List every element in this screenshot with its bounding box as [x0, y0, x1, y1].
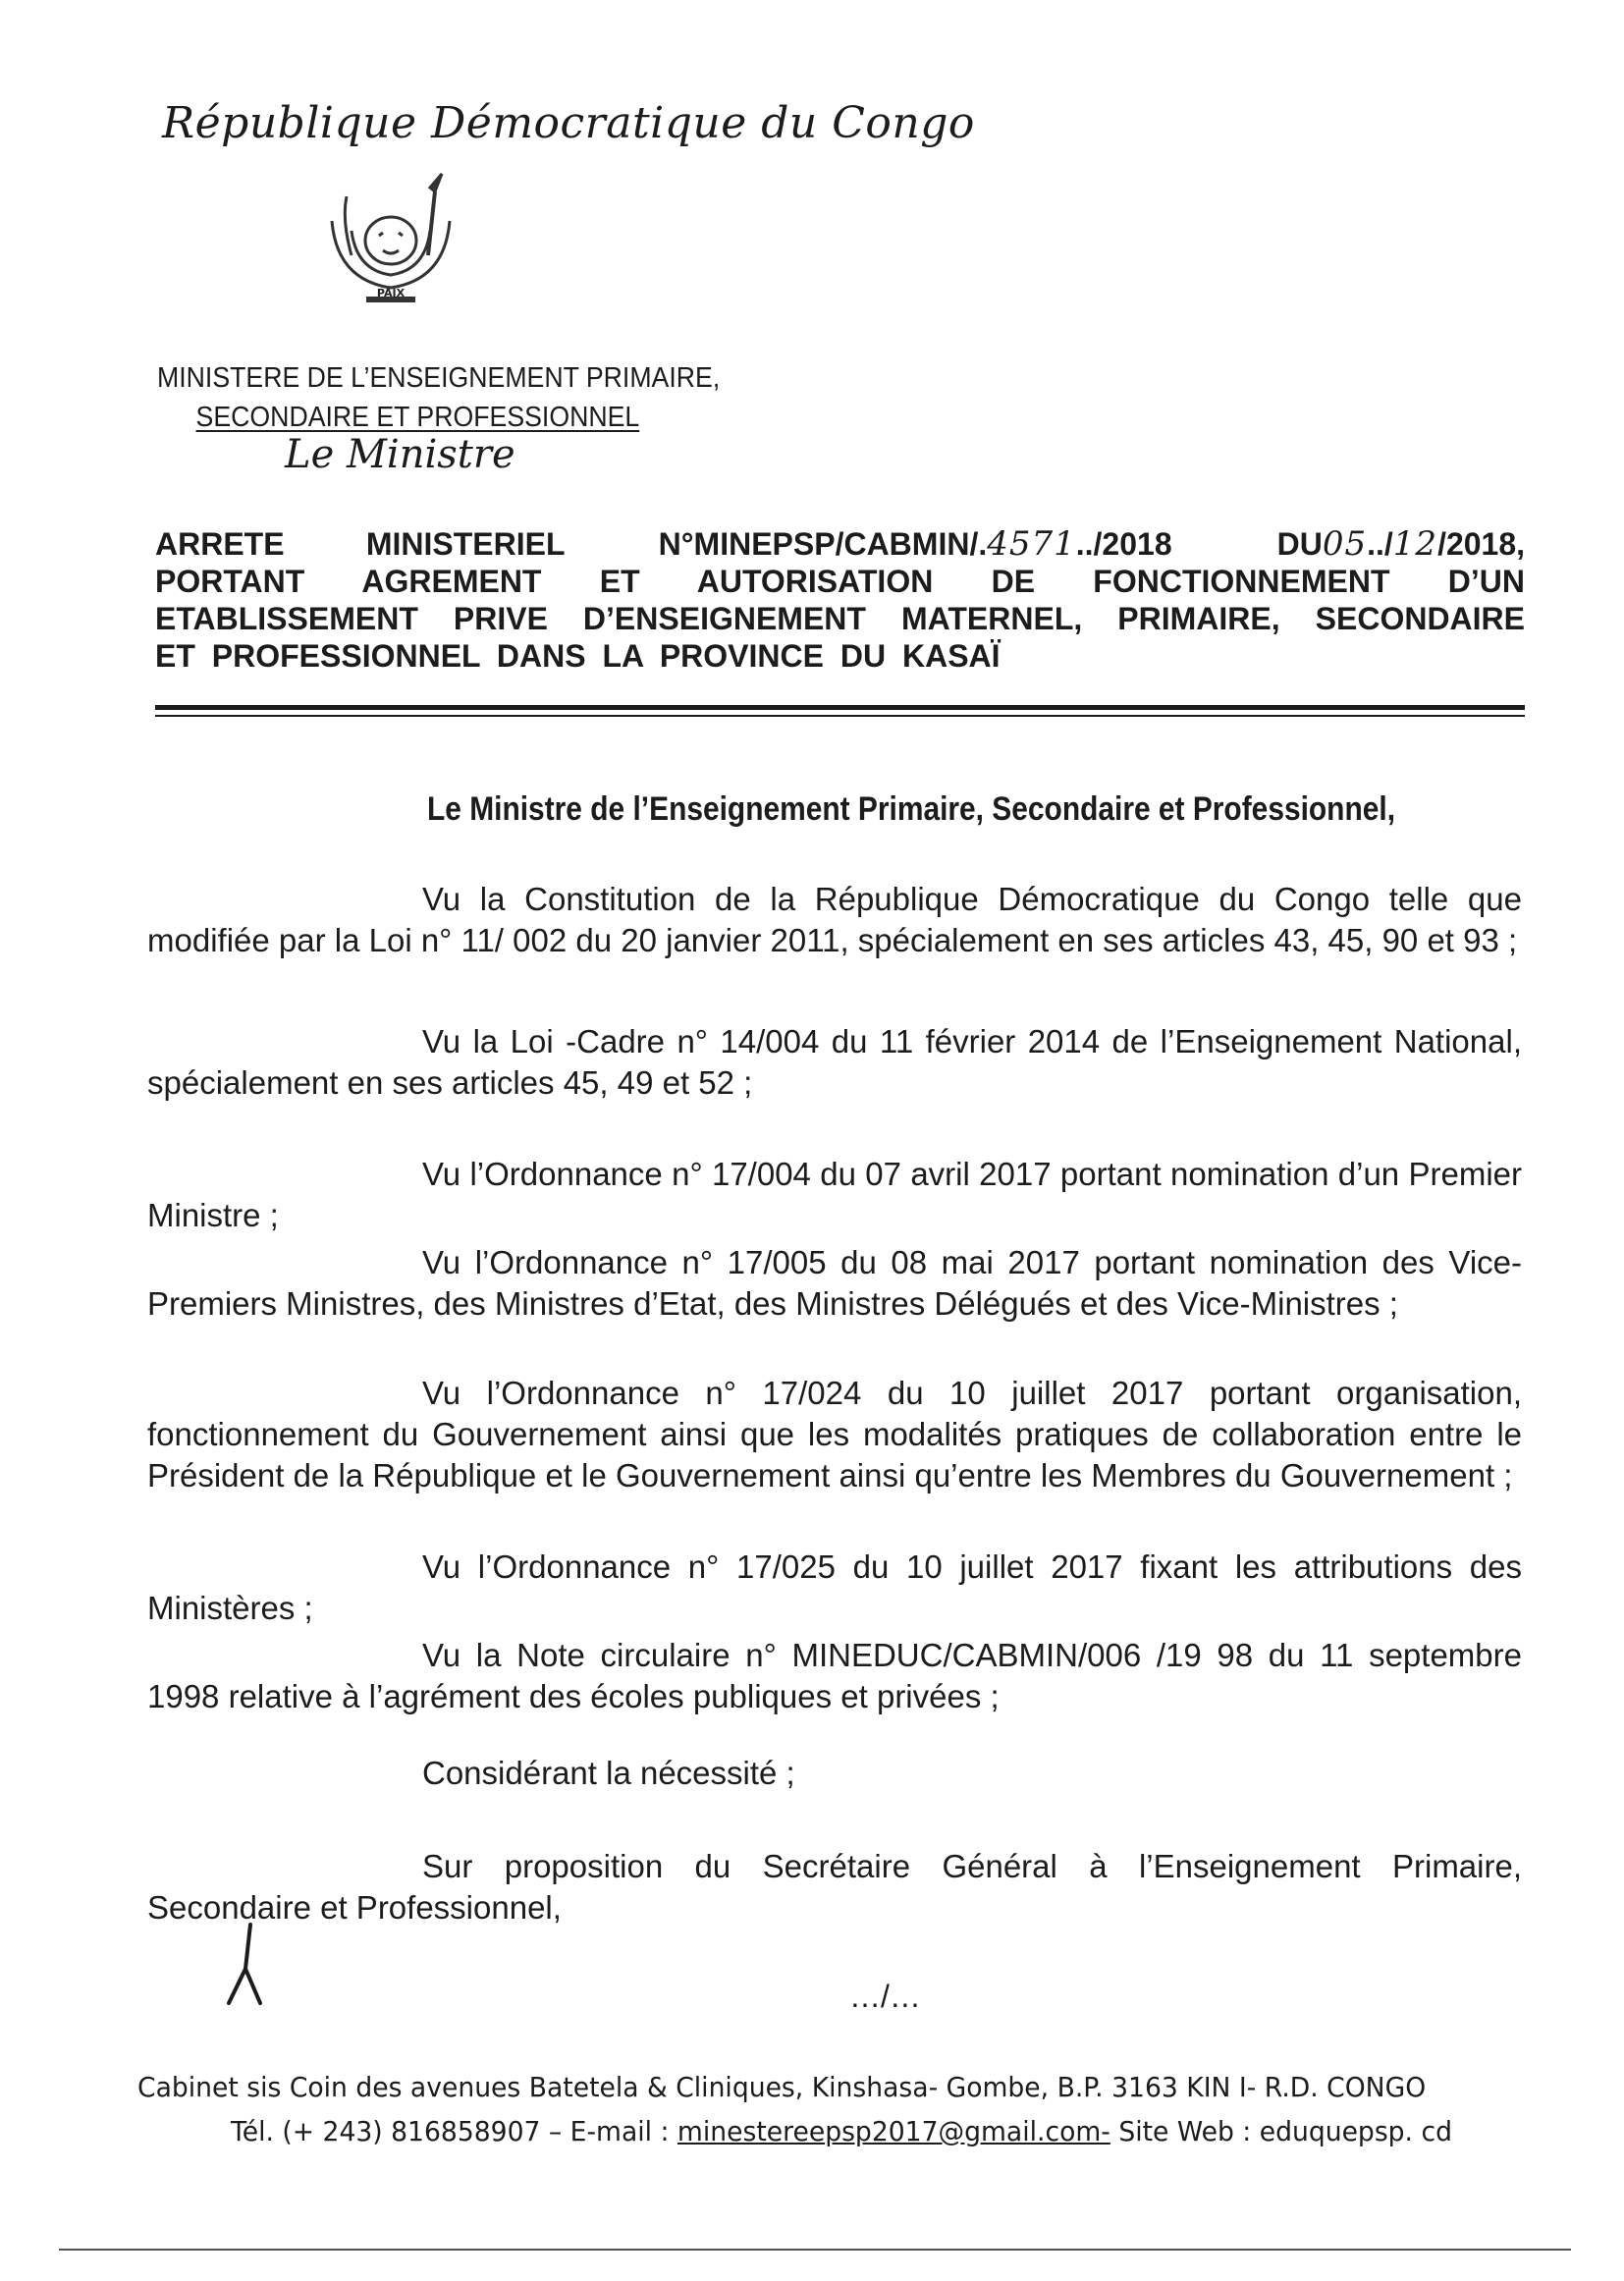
- leopard-emblem-icon: [312, 162, 469, 319]
- paragraph-ordonnance-vice-premiers: [147, 1242, 1522, 1325]
- footer-website: Site Web : eduquepsp. cd: [1118, 2115, 1452, 2147]
- title-underline: [155, 705, 1525, 710]
- title-line-1: ARRETE MINISTERIEL N°MINEPSP/CABMIN/.4571../2018 DU05../12/2018,: [155, 524, 1526, 564]
- title-word-du: DU: [1276, 526, 1323, 562]
- decree-reference-prefix: N°MINEPSP/CABMIN/.: [658, 526, 988, 562]
- page-continuation: …/…: [849, 1979, 921, 2014]
- decree-year: ../2018: [1075, 526, 1172, 562]
- paragraph-first-line: Considérant la nécessité ;: [422, 1755, 795, 1791]
- decree-month-handwritten: 12: [1392, 524, 1438, 564]
- paragraph-continuation: Ministre ;: [147, 1197, 279, 1233]
- paragraph-first-line: Vu l’Ordonnance n° 17/025 du 10 juillet 2017 fixant les attributions des: [422, 1548, 1522, 1585]
- paragraph-continuation: Ministères ;: [147, 1590, 313, 1626]
- title-line-3: ETABLISSEMENT PRIVE D’ENSEIGNEMENT MATERNEL, PRIMAIRE, SECONDAIRE: [155, 601, 1525, 636]
- paragraph-considerant: [147, 1753, 1522, 1794]
- paragraph-note-circulaire: [147, 1635, 1522, 1717]
- decree-title: [155, 525, 1525, 675]
- paragraph-ordonnance-attributions: [147, 1547, 1522, 1629]
- office-signature-line: Le Ministre: [285, 432, 515, 477]
- paragraph-first-line: Vu l’Ordonnance n° 17/004 du 07 avril 2017 portant nomination d’un Premier: [422, 1156, 1522, 1192]
- title-word-ministeriel: MINISTERIEL: [365, 526, 566, 562]
- title-line-2: PORTANT AGREMENT ET AUTORISATION DE FONCTIONNEMENT D’UN: [155, 564, 1525, 599]
- republic-header: République Démocratique du Congo: [162, 98, 975, 148]
- decree-number-handwritten: 4571: [987, 524, 1076, 564]
- ministry-line-1: MINISTERE DE L’ENSEIGNEMENT PRIMAIRE,: [157, 362, 721, 394]
- decree-date-year: /2018,: [1437, 526, 1526, 562]
- paragraph-first-line: Vu la Loi -Cadre n° 14/004 du 11 février 2014 de l’Enseignement National,: [422, 1023, 1522, 1059]
- paragraph-constitution: [147, 879, 1522, 961]
- handwritten-initial-mark: [221, 1920, 270, 2008]
- paragraph-continuation: 1998 relative à l’agrément des écoles publiques et privées ;: [147, 1678, 1000, 1714]
- intro-heading: Le Ministre de l’Enseignement Primaire, Secondaire et Professionnel,: [427, 790, 1396, 828]
- title-underline-thin: [155, 715, 1525, 717]
- title-word-arrete: ARRETE: [155, 526, 285, 562]
- paragraph-ordonnance-organisation: [147, 1373, 1522, 1496]
- paragraph-proposition: [147, 1846, 1522, 1928]
- ministry-name: [157, 358, 720, 437]
- paragraph-first-line: Vu la Note circulaire n° MINEDUC/CABMIN/006 /19 98 du 11 septembre: [422, 1637, 1522, 1673]
- footer-phone: Tél. (+ 243) 816858907 – E-mail :: [231, 2115, 670, 2147]
- paragraph-continuation: Premiers Ministres, des Ministres d’Etat, des Ministres Délégués et des Vice-Ministres ;: [147, 1285, 1398, 1322]
- paragraph-first-line: Vu l’Ordonnance n° 17/024 du 10 juillet 2017 portant organisation,: [422, 1375, 1522, 1411]
- footer-address: Cabinet sis Coin des avenues Batetela & Cliniques, Kinshasa- Gombe, B.P. 3163 KIN I- R.D. CONGO: [137, 2071, 1427, 2103]
- paragraph-first-line: Vu l’Ordonnance n° 17/005 du 08 mai 2017 portant nomination des Vice-: [422, 1244, 1522, 1280]
- footer-contact: [231, 2111, 1537, 2152]
- ministry-line-2: SECONDAIRE ET PROFESSIONNEL: [195, 402, 640, 433]
- paragraph-continuation: modifiée par la Loi n° 11/ 002 du 20 janvier 2011, spécialement en ses articles 43, 45, 90 et 93 ;: [147, 922, 1518, 958]
- coat-of-arms-emblem: [312, 162, 469, 319]
- paragraph-continuation: Secondaire et Professionnel,: [147, 1889, 562, 1926]
- paragraph-first-line: Vu la Constitution de la République Démocratique du Congo telle que: [422, 881, 1522, 917]
- footer-email-link[interactable]: minestereepsp2017@gmail.com-: [677, 2115, 1110, 2147]
- title-line-4: ET PROFESSIONNEL DANS LA PROVINCE DU KASAÏ: [155, 638, 1001, 674]
- decree-day-handwritten: 05: [1322, 524, 1368, 564]
- emblem-motto: PAIX: [376, 287, 406, 299]
- paragraph-continuation: spécialement en ses articles 45, 49 et 52 ;: [147, 1064, 753, 1101]
- paragraph-first-line: Sur proposition du Secrétaire Général à l’Enseignement Primaire,: [422, 1848, 1522, 1884]
- page-bottom-divider: [59, 2249, 1571, 2251]
- paragraph-loi-cadre: [147, 1021, 1522, 1104]
- paragraph-continuation: fonctionnement du Gouvernement ainsi que les modalités pratiques de collaboration entre le Président de la République et le Gouvernement ainsi qu’entre les Membres du Gouvernement ;: [147, 1416, 1522, 1494]
- paragraph-ordonnance-premier-ministre: [147, 1154, 1522, 1236]
